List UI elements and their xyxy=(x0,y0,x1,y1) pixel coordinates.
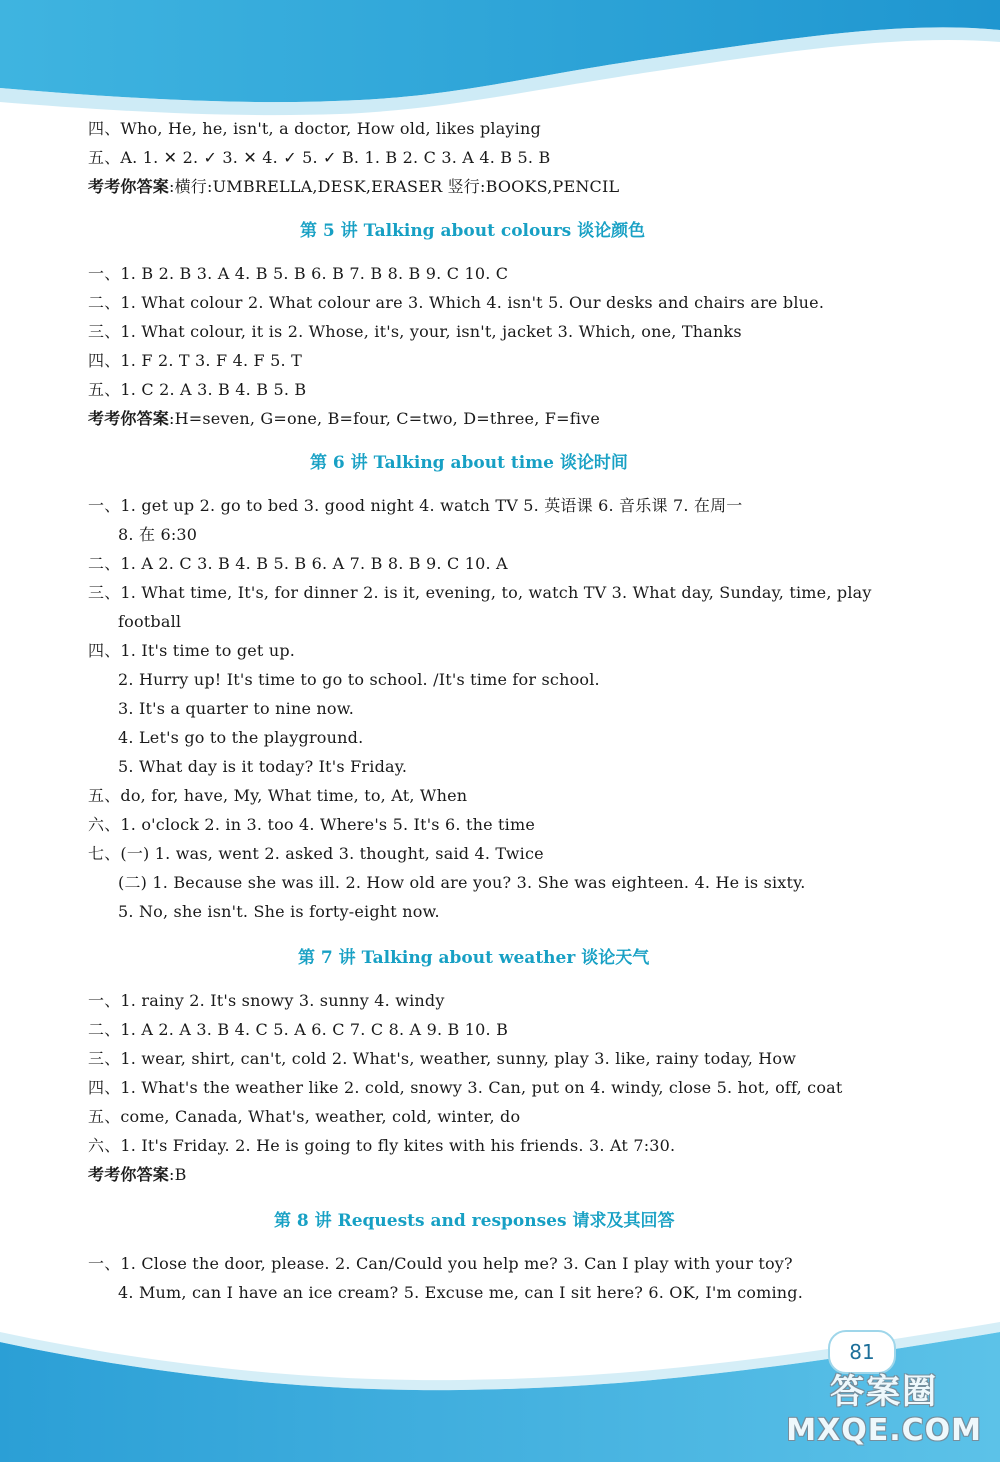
section-heading-lesson-6: 第 6 讲 Talking about time 谈论时间 xyxy=(310,453,628,473)
text-line: 3. It's a quarter to nine now. xyxy=(118,699,355,718)
text-line: 四、Who, He, he, isn't, a doctor, How old, likes playing xyxy=(88,119,541,138)
text-line xyxy=(88,1165,187,1185)
text-line: 四、1. It's time to get up. xyxy=(88,641,296,660)
text-line: 一、1. B 2. B 3. A 4. B 5. B 6. B 7. B 8. B 9. C 10. C xyxy=(88,264,509,283)
text-line: 三、1. What colour, it is 2. Whose, it's, your, isn't, jacket 3. Which, one, Thanks xyxy=(88,322,742,341)
answer-text: :横行:UMBRELLA,DESK,ERASER 竖行:BOOKS,PENCIL xyxy=(169,177,620,196)
answer-text: :H=seven, G=one, B=four, C=two, D=three, F=five xyxy=(169,409,601,428)
text-line: 2. Hurry up! It's time to go to school. /It's time for school. xyxy=(118,670,600,689)
text-line: 四、1. F 2. T 3. F 4. F 5. T xyxy=(88,351,302,370)
answer-label: 考考你答案 xyxy=(88,409,170,428)
text-line: 七、(一) 1. was, went 2. asked 3. thought, said 4. Twice xyxy=(88,844,544,863)
text-line: 一、1. Close the door, please. 2. Can/Could you help me? 3. Can I play with your toy? xyxy=(88,1254,793,1273)
text-line: 4. Let's go to the playground. xyxy=(118,728,364,747)
text-line: 五、come, Canada, What's, weather, cold, winter, do xyxy=(88,1107,521,1126)
watermark-en: MXQE.COM xyxy=(786,1413,982,1448)
text-line: 4. Mum, can I have an ice cream? 5. Excuse me, can I sit here? 6. OK, I'm coming. xyxy=(118,1283,804,1302)
section-heading-lesson-7: 第 7 讲 Talking about weather 谈论天气 xyxy=(298,948,650,968)
text-line: 一、1. rainy 2. It's snowy 3. sunny 4. windy xyxy=(88,991,445,1010)
text-line: (二) 1. Because she was ill. 2. How old are you? 3. She was eighteen. 4. He is sixty. xyxy=(118,873,806,892)
text-line: 5. No, she isn't. She is forty-eight now. xyxy=(118,902,440,921)
text-line: 5. What day is it today? It's Friday. xyxy=(118,757,408,776)
text-line xyxy=(88,177,619,197)
text-line: 三、1. wear, shirt, can't, cold 2. What's, weather, sunny, play 3. like, rainy today, How xyxy=(88,1049,797,1068)
text-line xyxy=(88,409,600,429)
text-line: 六、1. It's Friday. 2. He is going to fly kites with his friends. 3. At 7:30. xyxy=(88,1136,676,1155)
text-line: 四、1. What's the weather like 2. cold, snowy 3. Can, put on 4. windy, close 5. hot, off, coat xyxy=(88,1078,843,1097)
text-line: 五、do, for, have, My, What time, to, At, When xyxy=(88,786,468,805)
watermark-logo xyxy=(786,1364,982,1448)
text-line: 五、A. 1. ✕ 2. ✓ 3. ✕ 4. ✓ 5. ✓ B. 1. B 2. C 3. A 4. B 5. B xyxy=(88,148,551,167)
page-number: 81 xyxy=(828,1330,896,1374)
section-heading-lesson-8: 第 8 讲 Requests and responses 请求及其回答 xyxy=(274,1211,675,1231)
top-wave-decoration xyxy=(0,0,1000,130)
text-line: 二、1. A 2. A 3. B 4. C 5. A 6. C 7. C 8. A 9. B 10. B xyxy=(88,1020,509,1039)
text-line: 二、1. A 2. C 3. B 4. B 5. B 6. A 7. B 8. B 9. C 10. A xyxy=(88,554,508,573)
answer-label: 考考你答案 xyxy=(88,1165,170,1184)
text-line: 8. 在 6:30 xyxy=(118,525,198,544)
answer-label: 考考你答案 xyxy=(88,177,170,196)
text-line: 一、1. get up 2. go to bed 3. good night 4. watch TV 5. 英语课 6. 音乐课 7. 在周一 xyxy=(88,496,743,515)
text-line: football xyxy=(118,612,182,631)
section-heading-lesson-5: 第 5 讲 Talking about colours 谈论颜色 xyxy=(300,221,646,241)
text-line: 三、1. What time, It's, for dinner 2. is it, evening, to, watch TV 3. What day, Sunday, time, play xyxy=(88,583,872,602)
text-line: 二、1. What colour 2. What colour are 3. Which 4. isn't 5. Our desks and chairs are blue. xyxy=(88,293,825,312)
answer-text: :B xyxy=(169,1165,187,1184)
watermark-cn: 答案圈 xyxy=(830,1372,939,1412)
text-line: 五、1. C 2. A 3. B 4. B 5. B xyxy=(88,380,307,399)
text-line: 六、1. o'clock 2. in 3. too 4. Where's 5. It's 6. the time xyxy=(88,815,536,834)
